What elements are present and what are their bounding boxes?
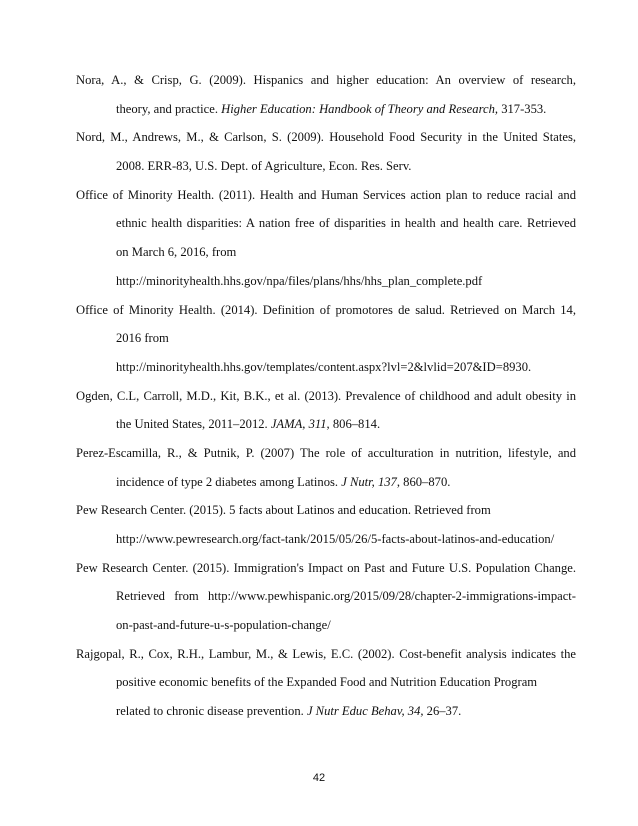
reference-line: [76, 468, 576, 497]
italic-text: Higher Education: Handbook of Theory and Research,: [221, 101, 499, 116]
text-run: 2008. ERR-83, U.S. Dept. of Agriculture, Econ. Res. Serv.: [116, 159, 412, 174]
reference-line: [76, 296, 576, 325]
text-run: Retrieved from http://www.pewhispanic.org/2015/09/28/chapter-2-immigrations-impact-: [116, 589, 576, 604]
text-run: theory, and practice.: [116, 101, 222, 116]
reference-line: [76, 439, 576, 468]
reference-list: [76, 66, 576, 726]
text-run: Perez-Escamilla, R., & Putnik, P. (2007) The role of acculturation in nutrition, lifestyle, and: [76, 445, 576, 460]
reference-line: [76, 582, 576, 611]
text-run: Pew Research Center. (2015). Immigration's Impact on Past and Future U.S. Population Change.: [76, 560, 576, 575]
reference-line: [76, 66, 576, 95]
reference-line: [76, 611, 576, 640]
italic-text: JAMA, 311,: [270, 417, 330, 432]
reference-entry-omh-2014: [76, 296, 576, 382]
text-run: on March 6, 2016, from: [116, 245, 237, 260]
text-run: , 860–870.: [396, 474, 451, 489]
reference-line: [76, 382, 576, 411]
text-run: 2016 from: [116, 331, 169, 346]
text-run: Ogden, C.L, Carroll, M.D., Kit, B.K., et al. (2013). Prevalence of childhood and adult obesity in: [76, 388, 576, 403]
text-run: 26–37.: [423, 704, 462, 719]
reference-entry-nord: [76, 123, 576, 180]
reference-line: [76, 640, 576, 669]
text-run: Office of Minority Health. (2014). Definition of promotores de salud. Retrieved on March 14,: [76, 302, 576, 317]
text-run: Office of Minority Health. (2011). Health and Human Services action plan to reduce racial and: [76, 187, 576, 202]
reference-entry-perez: [76, 439, 576, 496]
text-run: Pew Research Center. (2015). 5 facts about Latinos and education. Retrieved from: [76, 503, 491, 518]
reference-line: [76, 697, 576, 726]
reference-entry-pew-2: [76, 554, 576, 640]
reference-line: [76, 496, 576, 525]
text-run: http://minorityhealth.hhs.gov/templates/content.aspx?lvl=2&lvlid=207&ID=8930.: [116, 359, 532, 374]
reference-entry-nora: [76, 66, 576, 123]
reference-line: [76, 410, 576, 439]
reference-line: [76, 324, 576, 353]
reference-entry-ogden: [76, 382, 576, 439]
reference-line: [76, 668, 576, 697]
text-run: http://www.pewresearch.org/fact-tank/2015/05/26/5-facts-about-latinos-and-education/: [116, 532, 555, 546]
text-run: Nord, M., Andrews, M., & Carlson, S. (2009). Household Food Security in the United States,: [76, 130, 576, 145]
text-run: related to chronic disease prevention.: [116, 704, 307, 719]
reference-line: [76, 353, 576, 382]
reference-line: [76, 152, 576, 181]
reference-entry-omh-2011: [76, 181, 576, 296]
reference-line: [76, 95, 576, 124]
reference-line: [76, 267, 576, 296]
reference-line: [76, 123, 576, 152]
text-run: http://minorityhealth.hhs.gov/npa/files/plans/hhs/hhs_plan_complete.pdf: [116, 273, 483, 288]
text-run: 806–814.: [329, 417, 381, 432]
text-run: incidence of type 2 diabetes among Latinos.: [116, 474, 342, 489]
reference-entry-pew-1: [76, 496, 576, 553]
text-run: the United States, 2011–2012.: [116, 417, 271, 432]
reference-entry-rajgopal: [76, 640, 576, 726]
text-run: Rajgopal, R., Cox, R.H., Lambur, M., & Lewis, E.C. (2002). Cost-benefit analysis indicates the: [76, 646, 576, 661]
reference-line: [76, 525, 576, 554]
text-run: on-past-and-future-u-s-population-change/: [116, 618, 331, 633]
text-run: Nora, A., & Crisp, G. (2009). Hispanics and higher education: An overview of research,: [76, 73, 576, 87]
text-run: positive economic benefits of the Expanded Food and Nutrition Education Program: [116, 675, 538, 690]
reference-line: [76, 181, 576, 210]
italic-text: J Nutr Educ Behav, 34,: [306, 704, 424, 719]
text-run: ethnic health disparities: A nation free of disparities in health and health care. Retrieved: [116, 216, 576, 231]
reference-line: [76, 238, 576, 267]
page-number: 42: [312, 772, 326, 784]
text-run: 317-353.: [498, 101, 547, 116]
italic-text: J Nutr, 137: [341, 474, 397, 489]
reference-line: [76, 209, 576, 238]
reference-line: [76, 554, 576, 583]
